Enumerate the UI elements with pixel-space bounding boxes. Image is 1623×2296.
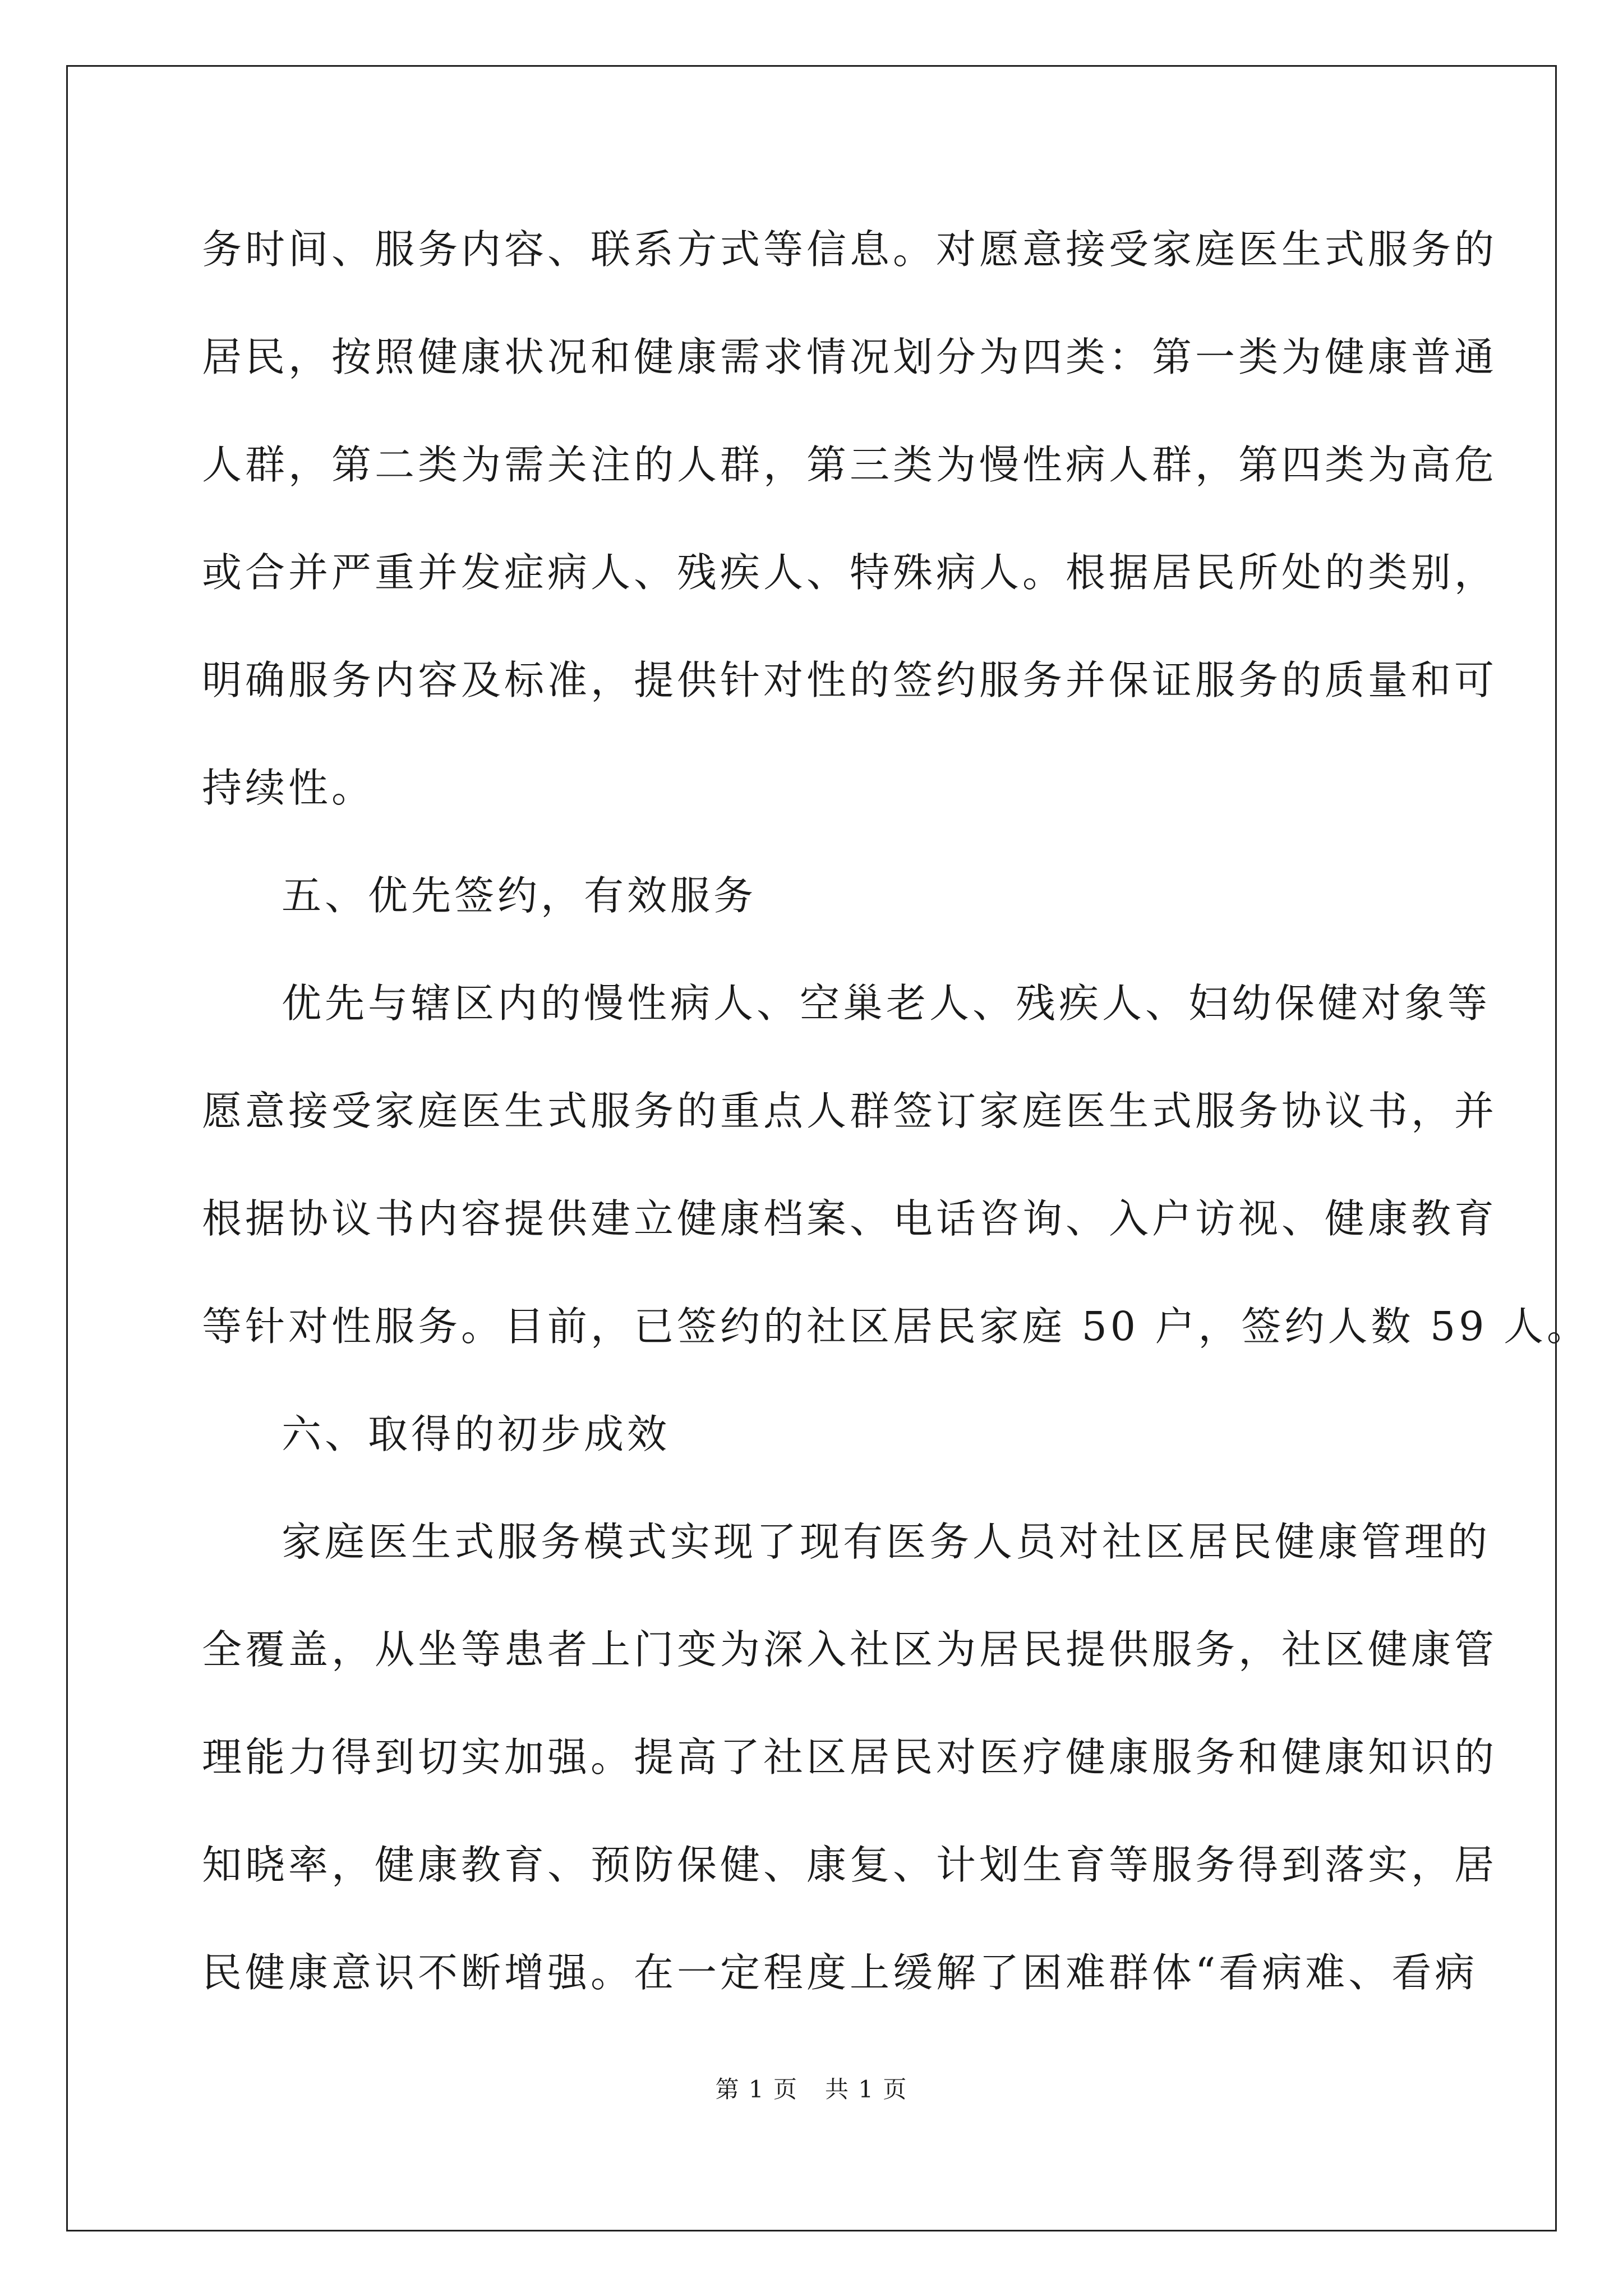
section-heading: 六、取得的初步成效 (282, 1411, 671, 1457)
body-line: 根据协议书内容提供建立健康档案、电话咨询、入户访视、健康教育 (202, 1195, 1498, 1242)
body-line: 民健康意识不断增强。在一定程度上缓解了困难群体“看病难、看病 (202, 1949, 1478, 1996)
body-line: 全覆盖，从坐等患者上门变为深入社区为居民提供服务，社区健康管 (202, 1626, 1498, 1673)
body-line: 优先与辖区内的慢性病人、空巢老人、残疾人、妇幼保健对象等 (282, 980, 1491, 1027)
body-line: 或合并严重并发症病人、残疾人、特殊病人。根据居民所处的类别， (202, 549, 1498, 596)
body-line: 等针对性服务。目前，已签约的社区居民家庭 50 户，签约人数 59 人。 (202, 1303, 1590, 1350)
body-line: 务时间、服务内容、联系方式等信息。对愿意接受家庭医生式服务的 (202, 226, 1498, 273)
body-line: 居民，按照健康状况和健康需求情况划分为四类：第一类为健康普通 (202, 334, 1498, 380)
page-total: 共 1 页 (825, 2076, 908, 2103)
page-number: 第 1 页 (715, 2076, 798, 2103)
body-line: 知晓率，健康教育、预防保健、康复、计划生育等服务得到落实，居 (202, 1842, 1498, 1888)
page-footer (0, 2071, 1623, 2105)
body-line: 人群，第二类为需关注的人群，第三类为慢性病人群，第四类为高危 (202, 441, 1498, 488)
body-line: 明确服务内容及标准，提供针对性的签约服务并保证服务的质量和可 (202, 657, 1498, 703)
body-line: 持续性。 (202, 765, 375, 811)
document-body (202, 219, 1590, 2050)
section-heading: 五、优先签约，有效服务 (282, 872, 757, 919)
body-line: 愿意接受家庭医生式服务的重点人群签订家庭医生式服务协议书，并 (202, 1088, 1498, 1134)
body-line: 理能力得到切实加强。提高了社区居民对医疗健康服务和健康知识的 (202, 1734, 1498, 1780)
body-line: 家庭医生式服务模式实现了现有医务人员对社区居民健康管理的 (282, 1519, 1491, 1565)
